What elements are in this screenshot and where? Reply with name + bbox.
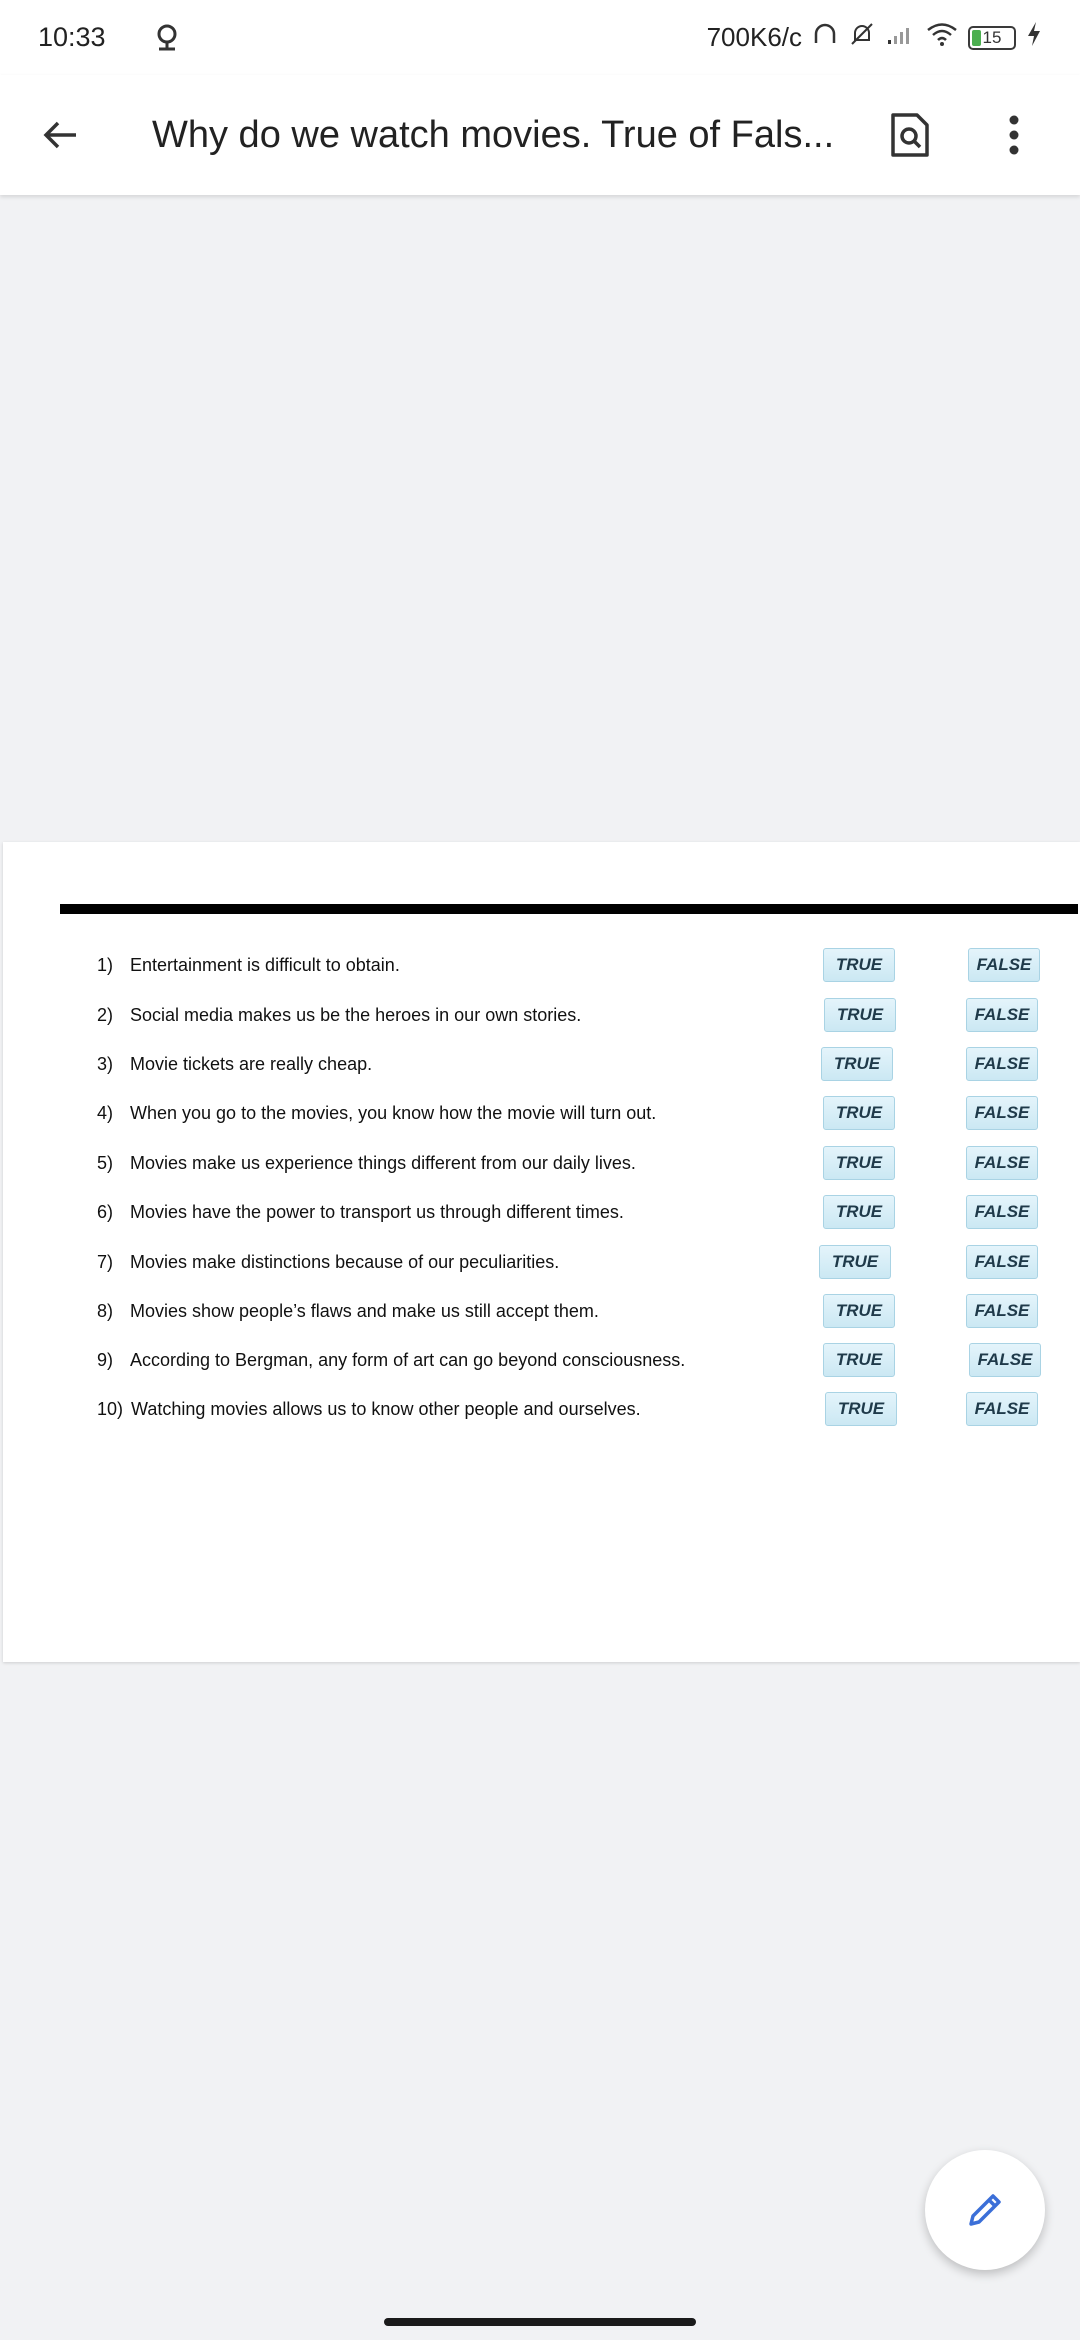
status-bar	[0, 0, 1080, 75]
false-option: FALSE	[966, 1047, 1038, 1081]
false-option: FALSE	[966, 1392, 1038, 1426]
false-option: FALSE	[968, 948, 1040, 982]
question-text: Movies make us experience things different from our daily lives.	[130, 1152, 636, 1173]
false-option: FALSE	[966, 1096, 1038, 1130]
pencil-icon	[963, 2188, 1007, 2232]
page-top-rule	[60, 904, 1078, 914]
document-page[interactable]	[3, 842, 1080, 1662]
question-number: 2)	[97, 1004, 114, 1025]
status-indicators	[707, 20, 1042, 55]
question-number: 1)	[97, 954, 114, 975]
true-option: TRUE	[824, 998, 896, 1032]
location-icon	[154, 23, 180, 53]
network-speed: 700K6/c	[706, 22, 802, 52]
question-row	[3, 1340, 1080, 1380]
false-option: FALSE	[966, 1294, 1038, 1328]
app-bar	[0, 75, 1080, 195]
false-option: FALSE	[966, 1245, 1038, 1279]
search-in-document-button[interactable]	[878, 103, 942, 167]
question-row	[3, 1044, 1080, 1084]
battery-icon	[968, 26, 1016, 50]
question-text: Watching movies allows us to know other people and ourselves.	[131, 1398, 641, 1419]
question-row	[3, 1389, 1080, 1429]
alarm-off-icon	[848, 20, 876, 55]
document-title: Why do we watch movies. True of Fals...	[152, 113, 835, 156]
back-button[interactable]	[30, 105, 90, 165]
question-text: Movies show people’s flaws and make us still accept them.	[130, 1300, 599, 1321]
question-text: Movies have the power to transport us through different times.	[130, 1201, 624, 1222]
false-option: FALSE	[969, 1343, 1041, 1377]
signal-icon	[886, 22, 916, 53]
question-text: When you go to the movies, you know how the movie will turn out.	[130, 1102, 657, 1123]
question-number: 8)	[97, 1300, 114, 1321]
wifi-icon	[926, 21, 958, 54]
battery-level: 15	[982, 27, 1002, 47]
status-time: 10:33	[38, 22, 106, 52]
question-row	[3, 1192, 1080, 1232]
question-row	[3, 995, 1080, 1035]
edit-fab-button[interactable]	[925, 2150, 1045, 2270]
true-option: TRUE	[823, 1146, 895, 1180]
question-row	[3, 1093, 1080, 1133]
question-number: 9)	[97, 1349, 114, 1370]
document-search-icon	[890, 112, 930, 158]
question-text: According to Bergman, any form of art can go beyond consciousness.	[130, 1349, 686, 1370]
true-option: TRUE	[823, 1294, 895, 1328]
more-options-button[interactable]	[982, 103, 1046, 167]
home-indicator[interactable]	[384, 2318, 696, 2326]
true-option: TRUE	[825, 1392, 897, 1426]
true-option: TRUE	[823, 948, 895, 982]
question-number: 10)	[97, 1398, 124, 1419]
true-option: TRUE	[823, 1096, 895, 1130]
true-option: TRUE	[823, 1195, 895, 1229]
false-option: FALSE	[966, 1146, 1038, 1180]
question-text: Movies make distinctions because of our peculiarities.	[130, 1251, 560, 1272]
false-option: FALSE	[966, 1195, 1038, 1229]
question-number: 5)	[97, 1152, 114, 1173]
true-option: TRUE	[821, 1047, 893, 1081]
question-text: Social media makes us be the heroes in our own stories.	[130, 1004, 582, 1025]
charging-icon	[1026, 21, 1042, 54]
question-number: 6)	[97, 1201, 114, 1222]
question-number: 3)	[97, 1053, 114, 1074]
headphones-icon	[812, 21, 838, 54]
back-arrow-icon	[40, 115, 80, 155]
question-number: 7)	[97, 1251, 114, 1272]
more-vert-icon	[1008, 115, 1020, 155]
true-option: TRUE	[819, 1245, 891, 1279]
question-number: 4)	[97, 1102, 114, 1123]
true-option: TRUE	[823, 1343, 895, 1377]
question-text: Entertainment is difficult to obtain.	[130, 954, 400, 975]
question-row	[3, 945, 1080, 985]
question-row	[3, 1242, 1080, 1282]
question-text: Movie tickets are really cheap.	[130, 1053, 373, 1074]
false-option: FALSE	[966, 998, 1038, 1032]
question-row	[3, 1291, 1080, 1331]
question-row	[3, 1143, 1080, 1183]
